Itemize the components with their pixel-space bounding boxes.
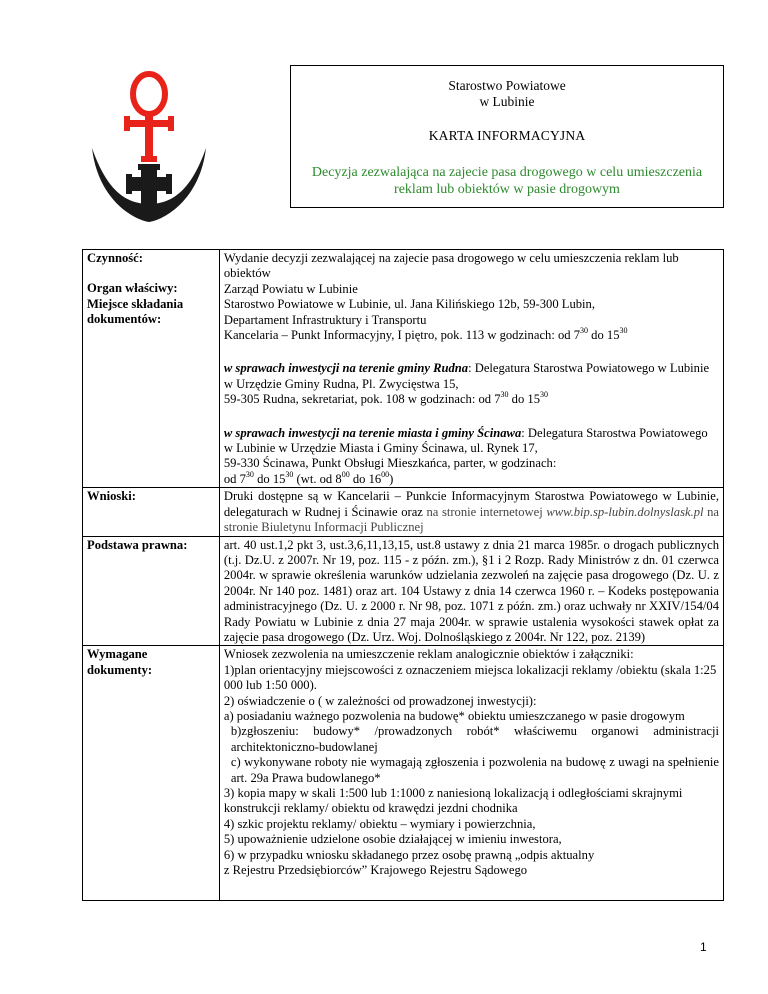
value-wnioski: Druki dostępne są w Kancelarii – Punkcie Informacyjnym Starostwa Powiatowego w Lubinie, delegaturach w Rudnej i Ścinawie oraz na stronie internetowej www.bip.sp-lubin.dolnyslask.pl na stronie Biuletynu Informacji Publicznej: [219, 488, 723, 536]
table-row: [83, 646, 724, 901]
list-item: z Rejestru Przedsiębiorców” Krajowego Rejestru Sądowego: [223, 863, 528, 878]
value-czynnosc: Wydanie decyzji zezwalającej na zajecie pasa drogowego w celu umieszczenia reklam lub obiektów: [223, 251, 679, 281]
label-podstawa: Podstawa prawna:: [83, 536, 220, 646]
value-wymagane: [219, 646, 723, 901]
value-rudna: w sprawach inwestycji na terenie gminy Rudna: Delegatura Starostwa Powiatowego w Lubinie w Urzędzie Gminy Rudna, Pl. Zwycięstwa 15,: [223, 361, 710, 391]
coat-of-arms-icon: [84, 70, 214, 228]
card-subtitle: Decyzja zezwalająca na zajecie pasa drogowego w celu umieszczenia reklam lub obiektów w pasie drogowym: [311, 165, 703, 197]
list-item: b)zgłoszeniu: budowy* /prowadzonych robót* właściwemu organowi administracji architektoniczno-budowlanej: [230, 724, 719, 754]
label-organ: Organ właściwy:: [87, 281, 178, 296]
row-value: [219, 250, 723, 488]
label-czynnosc: Czynność:: [87, 251, 143, 265]
office-name: Starostwo Powiatowe: [448, 78, 566, 93]
info-table: [82, 249, 724, 901]
list-item: 3) kopia mapy w skali 1:500 lub 1:1000 z naniesioną lokalizacją i odległościami skrajnymi konstrukcji reklamy/ obiektu od krawędzi jezdni chodnika: [223, 786, 683, 816]
value-scinawa-address: 59-330 Ścinawa, Punkt Obsługi Mieszkańca, parter, w godzinach:: [223, 456, 557, 471]
value-scinawa: w sprawach inwestycji na terenie miasta i gminy Ścinawa: Delegatura Starostwa Powiatowego w Lubinie w Urzędzie Miasta i Gminy Ścinawa, ul. Rynek 17,: [223, 425, 708, 456]
list-item: 6) w przypadku wniosku składanego przez osobę prawną „odpis aktualny: [223, 847, 595, 862]
list-item: 1)plan orientacyjny miejscowości z oznaczeniem miejsca lokalizacji reklamy /obiektu (skala 1:25 000 lub 1:50 000).: [223, 662, 717, 693]
table-row: [83, 536, 724, 646]
label-miejsce: Miejsce składania dokumentów:: [87, 296, 184, 327]
office-city: w Lubinie: [479, 94, 535, 109]
value-organ: Zarząd Powiatu w Lubinie: [223, 281, 358, 296]
value-miejsce-department: Departament Infrastruktury i Transportu: [223, 312, 427, 327]
label-wymagane: Wymagane dokumenty:: [83, 646, 220, 901]
label-wnioski: Wnioski:: [83, 488, 220, 536]
list-item: c) wykonywane roboty nie wymagają zgłoszenia i pozwolenia na budowę z uwagi na spełnienie art. 29a Prawa budowlanego*: [230, 755, 719, 785]
list-item: a) posiadaniu ważnego pozwolenia na budowę* obiektu umieszczanego w pasie drogowym: [223, 708, 685, 723]
value-miejsce-address: Starostwo Powiatowe w Lubinie, ul. Jana Kilińskiego 12b, 59-300 Lubin,: [223, 297, 596, 312]
list-item: Wniosek zezwolenia na umieszczenie reklam analogicznie obiektów i załączniki:: [223, 647, 634, 662]
header-box: [290, 65, 724, 208]
page-number: 1: [700, 940, 707, 954]
value-scinawa-hours: od $7^{30}$ do $15^{30}$ (wt. od $8^{00}$ do $16^{00}$): [223, 469, 394, 486]
value-rudna-hours: 59-305 Rudna, sekretariat, pok. 108 w godzinach: od $7^{30}$ do $15^{30}$: [223, 390, 549, 407]
list-item: 2) oświadczenie o ( w zależności od prowadzonej inwestycji):: [223, 693, 537, 708]
table-row: [83, 488, 724, 536]
table-row: [83, 250, 724, 488]
value-podstawa: art. 40 ust.1,2 pkt 3, ust.3,6,11,13,15, ust.8 ustawy z dnia 21 marca 1985r. o drogach publicznych (t.j. Dz.U. z 2007r. Nr 19, poz. 115 - z późn. zm.), §1 i 2 Rozp. Rady Ministrów z dn. 01 czerwca 2004r. w sprawie określenia warunków udzielania zezwoleń na zajęcie pasa drogowego (Dz. U. z 2004r. Nr 140 poz. 1481) oraz art. 104 Ustawy z dnia 14 czerwca 1960 r. – Kodeks postępowania administracyjnego (Dz. U. z 2000 r. Nr 98, poz. 1071 z późn. zm.) oraz uchwały nr XXIV/154/04 Rady Powiatu w Lubinie z dnia 27 maja 2004r. w sprawie ustalenia wysokości stawek opłat za zajęcie pasa drogowego (Dz. Urz. Woj. Dolnośląskiego z 2004r. Nr 122, poz. 2139): [219, 536, 723, 646]
row-label: [83, 250, 220, 488]
value-miejsce-hours: Kancelaria – Punkt Informacyjny, I piętro, pok. 113 w godzinach: od $7^{30}$ do $15^{30}$: [223, 325, 628, 343]
bip-link[interactable]: www.bip.sp-lubin.dolnyslask.pl: [546, 504, 704, 519]
card-title: KARTA INFORMACYJNA: [428, 128, 586, 143]
list-item: 5) upoważnienie udzielone osobie działającej w imieniu inwestora,: [223, 832, 562, 847]
list-item: 4) szkic projektu reklamy/ obiektu – wymiary i powierzchnia,: [223, 816, 536, 831]
